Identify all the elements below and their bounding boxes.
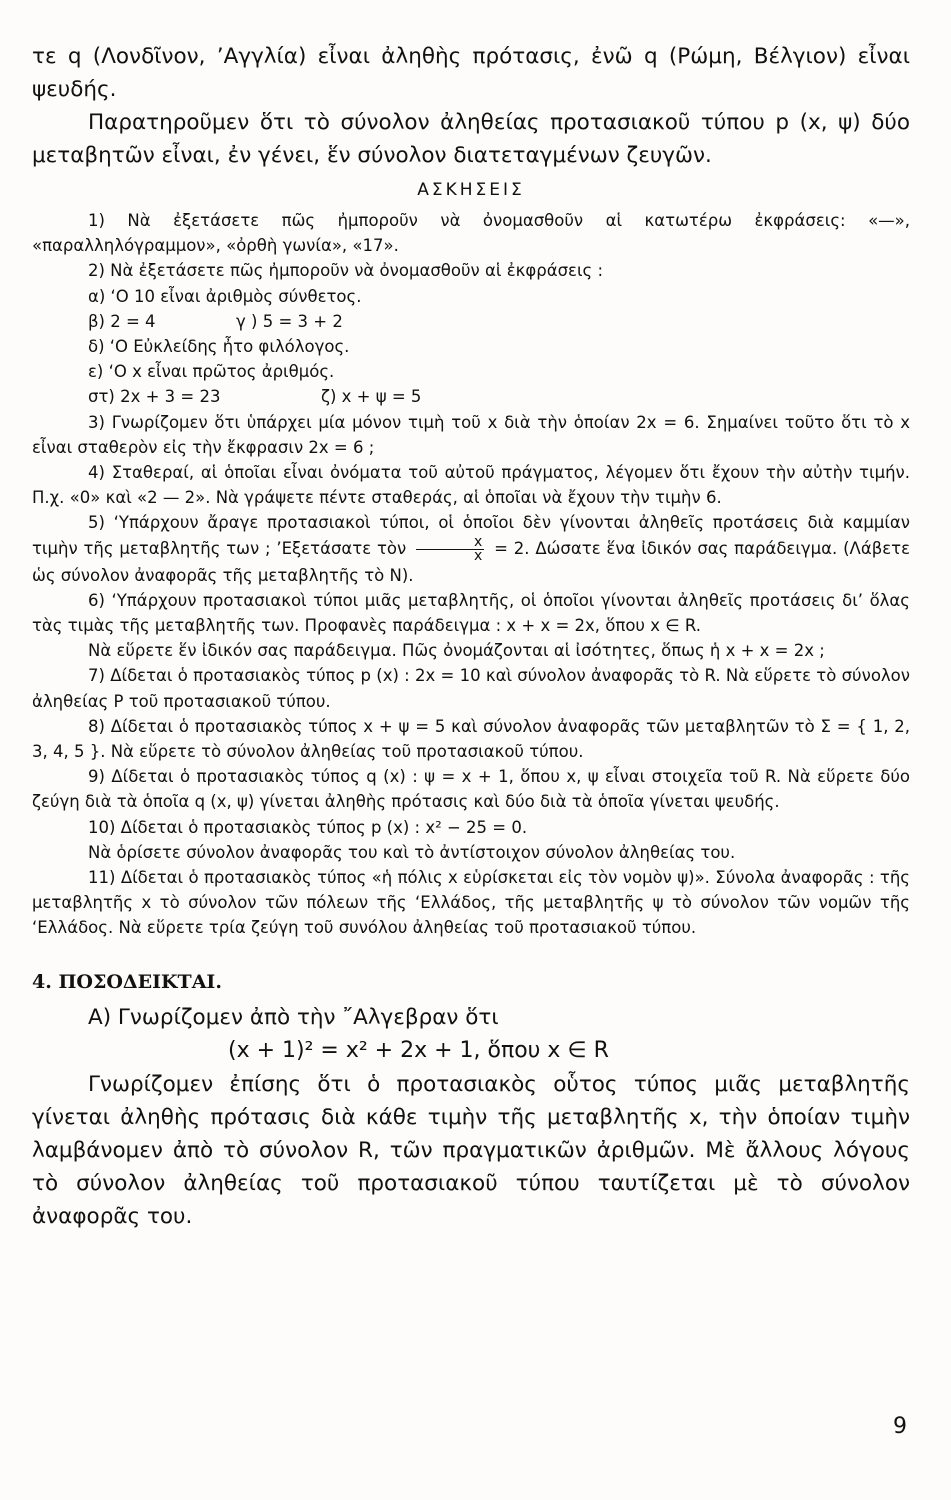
exercise-6: 6) ‘Υπάρχουν προτασιακοὶ τύποι μιᾶς μεταβλητῆς, οἱ ὁποῖοι γίνονται ἀληθεῖς προτάσεις δι’ ὅλας τὰς τιμὰς τῆς μεταβλητῆς των. Προφανὲς παράδειγμα : x + x = 2x, ὅπου x ∈ R.	[32, 590, 910, 636]
section-para-b: Γνωρίζομεν ἐπίσης ὅτι ὁ προτασιακὸς οὗτος τύπος μιᾶς μεταβλητῆς γίνεται ἀληθὴς πρότασις διὰ κάθε τιμὴν τῆς μεταβλητῆς x, τὴν ὁποίαν τιμὴν λαμβάνομεν ἀπὸ τὸ σύνολον R, τῶν πραγματικῶν ἀριθμῶν. Μὲ ἄλλους λόγους τὸ σύνολον ἀληθείας τοῦ προτασιακοῦ τύπου ταυτίζεται μὲ τὸ σύνολον ἀναφορᾶς του.	[32, 1071, 910, 1229]
page-number: 9	[893, 1414, 907, 1439]
exercise-8: 8) Δίδεται ὁ προτασιακὸς τύπος x + ψ = 5 καὶ σύνολον ἀναφορᾶς τῶν μεταβλητῶν τὸ Σ = { 1, 2, 3, 4, 5 }. Νὰ εὕρετε τὸ σύνολον ἀληθείας τοῦ προτασιακοῦ τύπου.	[32, 716, 910, 762]
x-over-x-fraction	[416, 533, 484, 564]
exercise-7: 7) Δίδεται ὁ προτασιακὸς τύπος p (x) : 2x = 10 καὶ σύνολον ἀναφορᾶς τὸ R. Νὰ εὕρετε τὸ σύνολον ἀληθείας P τοῦ προτασιακοῦ τύπου.	[32, 666, 910, 711]
exercise-1: 1) Νὰ ἐξετάσετε πῶς ἠμποροῦν νὰ ὀνομασθοῦν αἱ κατωτέρω ἐκφράσεις: «—», «παραλληλόγραμμον», «ὀρθὴ γωνία», «17».	[32, 211, 910, 256]
exercise-5	[32, 510, 910, 587]
section-title: 4. ΠΟΣΟΔΕΙΚΤΑΙ.	[32, 970, 222, 993]
section-para-a: Α) Γνωρίζομεν ἀπὸ τὴν ῎Αλγεβραν ὅτι	[88, 1004, 499, 1030]
exercise-2: 2) Νὰ ἐξετάσετε πῶς ἠμποροῦν νὰ ὀνομασθοῦν αἱ ἐκφράσεις :	[88, 261, 604, 281]
exercise-4: 4) Σταθεραί, αἱ ὁποῖαι εἶναι ὀνόματα τοῦ αὐτοῦ πράγματος, λέγομεν ὅτι ἔχουν τὴν αὐτὴν τιμήν. Π.χ. «0» καὶ «2 — 2». Νὰ γράψετε πέντε σταθεράς, αἱ ὁποῖαι νὰ ἔχουν τὴν τιμὴν 6.	[32, 463, 910, 508]
exercise-2st: στ) 2x + 3 = 23	[88, 387, 221, 407]
exercise-2e: ε) ‘Ο x εἶναι πρῶτος ἀριθμός.	[88, 362, 335, 382]
exercise-2d: δ) ‘Ο Εὐκλείδης ἦτο φιλόλογος.	[88, 337, 350, 357]
exercise-5-text-after: = 2. Δώσατε ἕνα ἰδικόν σας παράδειγμα. (Λάβετε ὡς σύνολον ἀναφορᾶς τῆς μεταβλητῆς τὸ N).	[32, 538, 911, 585]
exercise-2a: α) ‘Ο 10 εἶναι ἀριθμὸς σύνθετος.	[88, 286, 362, 306]
exercise-2bc	[32, 309, 910, 334]
exercise-2c: γ ) 5 = 3 + 2	[236, 311, 343, 331]
formula-square-identity: (x + 1)² = x² + 2x + 1, ὅπου x ∈ R	[228, 1037, 609, 1063]
exercise-10: 10) Δίδεται ὁ προτασιακὸς τύπος p (x) : x² − 25 = 0.	[88, 817, 528, 837]
page-body	[32, 40, 910, 1233]
exercise-2b: β) 2 = 4	[88, 311, 156, 331]
exercise-6b: Νὰ εὕρετε ἕν ἰδικόν σας παράδειγμα. Πῶς ὀνομάζονται αἱ ἰσότητες, ὅπως ἡ x + x = 2x ;	[88, 641, 825, 661]
intro-line-1: τε q (Λονδῖνον, ’Αγγλία) εἶναι ἀληθὴς πρότασις, ἐνῶ q (Ρώμη, Βέλγιον) εἶναι ψευδής.	[32, 44, 910, 102]
exercise-11: 11) Δίδεται ὁ προτασιακὸς τύπος «ἡ πόλις x εὑρίσκεται εἰς τὸν νομὸν ψ)». Σύνολα ἀναφορᾶς : τῆς μεταβλητῆς x τὸ σύνολον τῶν πόλεων τῆς ‘Ελλάδος, τῆς μεταβλητῆς ψ τὸ σύνολον τῶν νομῶν τῆς ‘Ελλάδος. Νὰ εὕρετε τρία ζεύγη τοῦ συνόλου ἀληθείας τοῦ προτασιακοῦ τύπου.	[32, 868, 910, 938]
fraction-numerator: x	[416, 536, 484, 550]
fraction-denominator: x	[474, 547, 483, 564]
exercises-heading: ΑΣΚΗΣΕΙΣ	[417, 180, 525, 200]
exercise-2z: ζ) x + ψ = 5	[320, 387, 422, 407]
intro-line-2: Παρατηροῦμεν ὅτι τὸ σύνολον ἀληθείας προτασιακοῦ τύπου p (x, ψ) δύο μεταβητῶν εἶναι, ἐν γένει, ἕν σύνολον διατεταγμένων ζευγῶν.	[32, 110, 910, 168]
exercise-5-text-before: 5) ‘Υπάρχουν ἄραγε προτασιακοὶ τύποι, οἱ ὁποῖοι δὲν γίνονται ἀληθεῖς προτάσεις διὰ καμμίαν τιμὴν τῆς μεταβλητῆς των ; ’Εξετάσατε τὸν	[32, 513, 910, 558]
exercise-3: 3) Γνωρίζομεν ὅτι ὑπάρχει μία μόνον τιμὴ τοῦ x διὰ τὴν ὁποίαν 2x = 6. Σημαίνει τοῦτο ὅτι τὸ x εἶναι σταθερὸν εἰς τὴν ἔκφρασιν 2x = 6 ;	[32, 412, 910, 457]
exercise-10b: Νὰ ὁρίσετε σύνολον ἀναφορᾶς του καὶ τὸ ἀντίστοιχον σύνολον ἀληθείας του.	[88, 842, 736, 862]
exercise-2st-z	[32, 384, 910, 409]
exercise-9: 9) Δίδεται ὁ προτασιακὸς τύπος q (x) : ψ = x + 1, ὅπου x, ψ εἶναι στοιχεῖα τοῦ R. Νὰ εὕρετε δύο ζεύγη διὰ τὰ ὁποῖα q (x, ψ) γίνεται ἀληθὴς πρότασις καὶ δύο διὰ τὰ ὁποῖα γίνεται ψευδής.	[32, 767, 910, 812]
